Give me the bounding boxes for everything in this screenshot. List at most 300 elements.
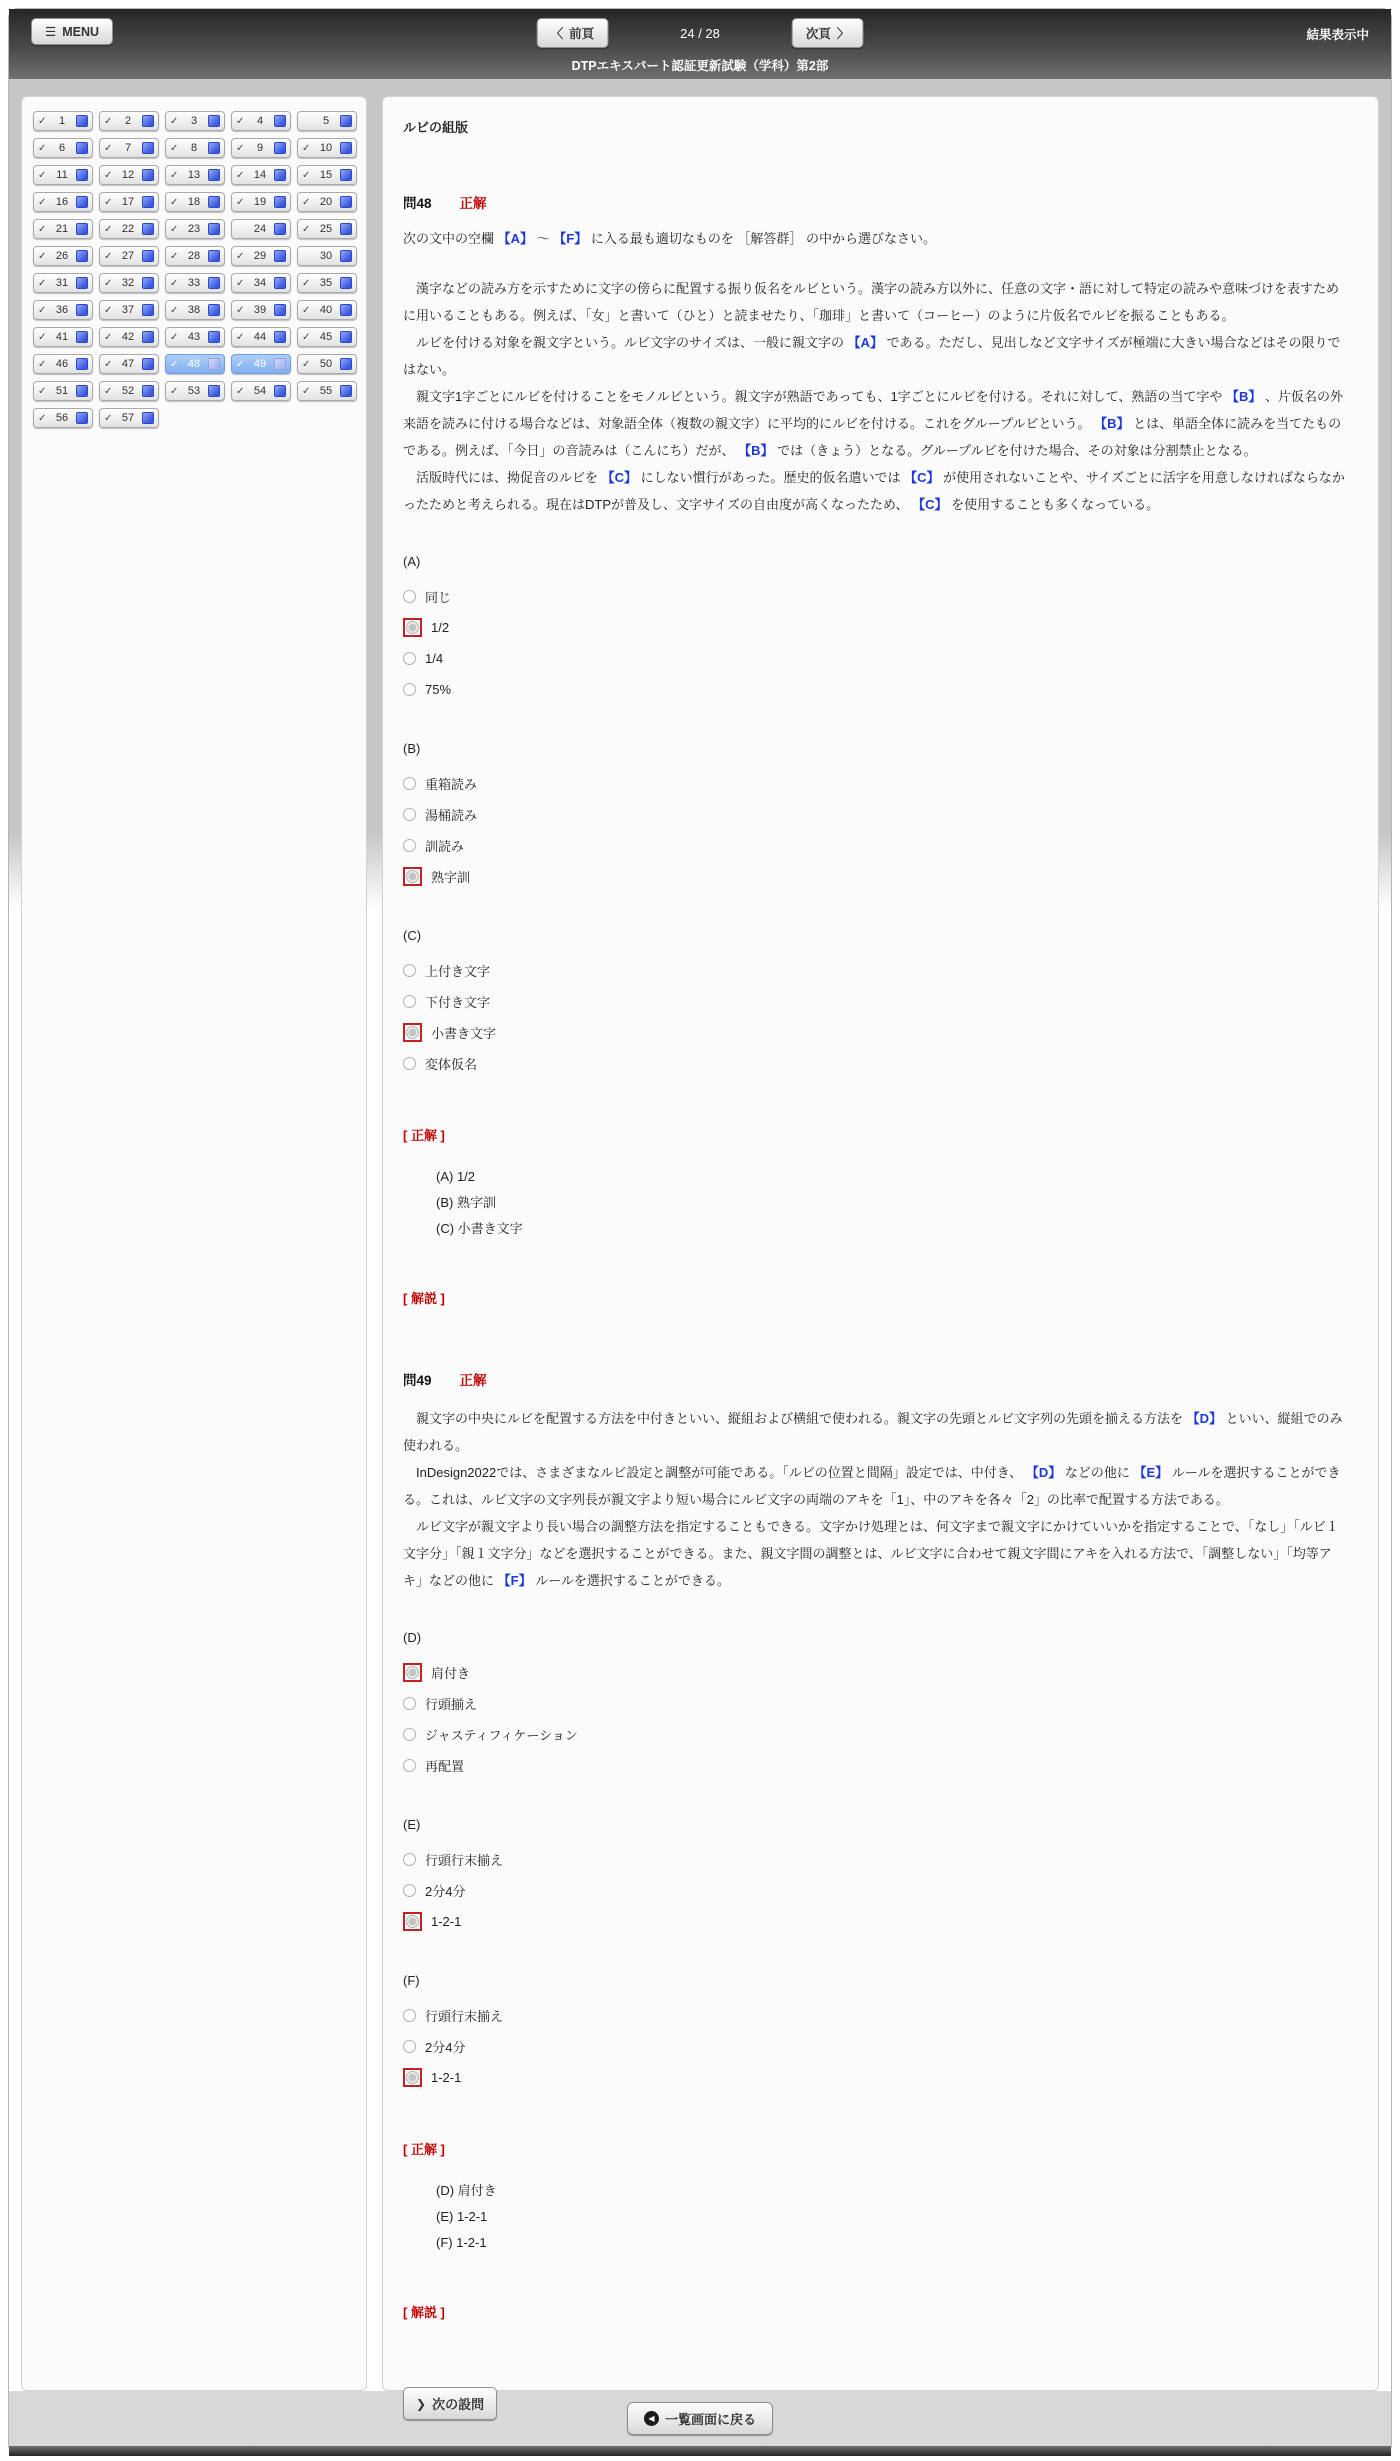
question-number-label: 36 bbox=[55, 304, 69, 316]
question-nav-button-2[interactable] bbox=[99, 111, 159, 131]
result-label: 正解 bbox=[459, 196, 487, 211]
question-number-label: 25 bbox=[319, 223, 333, 235]
question-nav-button-46[interactable] bbox=[33, 354, 93, 374]
question-nav-button-25[interactable] bbox=[297, 219, 357, 239]
radio-selected-icon[interactable] bbox=[406, 1026, 419, 1039]
answer-square-icon bbox=[142, 196, 154, 208]
radio-icon[interactable] bbox=[403, 652, 416, 665]
answer-option-label: 熟字訓 bbox=[431, 870, 471, 885]
question-paragraph: 活版時代には、拗促音のルビを 【C】 にしない慣行があった。歴史的仮名遣いでは 【C】 が使用されないことや、サイズごとに活字を用意しなければならなかったためと考えられる。現在はDTPが普及し、文字サイズの自由度が高くなったため、 【C】 を使用することも多くなっている。 bbox=[403, 470, 1345, 512]
question-nav-button-54[interactable] bbox=[231, 381, 291, 401]
answer-option-label: 湯桶読み bbox=[425, 808, 478, 823]
answer-square-icon bbox=[208, 169, 220, 181]
answer-square-icon bbox=[274, 115, 286, 127]
answer-square-icon bbox=[142, 277, 154, 289]
question-number-label: 52 bbox=[121, 385, 135, 397]
question-nav-button-42[interactable] bbox=[99, 327, 159, 347]
check-icon: ✓ bbox=[236, 304, 245, 316]
radio-icon[interactable] bbox=[403, 590, 416, 603]
answer-option[interactable] bbox=[403, 1048, 1350, 1079]
answer-option[interactable] bbox=[403, 581, 1350, 612]
question-number-label: 48 bbox=[187, 358, 201, 370]
answer-option-label: 下付き文字 bbox=[425, 995, 491, 1010]
question-nav-button-26[interactable] bbox=[33, 246, 93, 266]
answer-square-icon bbox=[142, 331, 154, 343]
answer-group-label: (F) bbox=[403, 1973, 420, 1988]
radio-icon[interactable] bbox=[403, 1057, 416, 1070]
question-nav-button-53[interactable] bbox=[165, 381, 225, 401]
answer-group-label: (A) bbox=[403, 554, 421, 569]
question-number-label: 15 bbox=[319, 169, 333, 181]
radio-selected-icon[interactable] bbox=[406, 1915, 419, 1928]
check-icon: ✓ bbox=[170, 142, 179, 154]
check-icon: ✓ bbox=[302, 277, 311, 289]
radio-icon[interactable] bbox=[403, 683, 416, 696]
answer-square-icon bbox=[76, 223, 88, 235]
answer-option[interactable] bbox=[403, 861, 1350, 892]
radio-icon[interactable] bbox=[403, 808, 416, 821]
answer-option-label: 小書き文字 bbox=[431, 1026, 497, 1041]
question-nav-button-5[interactable] bbox=[297, 111, 357, 131]
check-icon: ✓ bbox=[170, 385, 179, 397]
chevron-right-icon: 〉 bbox=[836, 27, 850, 41]
question-number-label: 53 bbox=[187, 385, 201, 397]
answer-option-label: 行頭行末揃え bbox=[425, 2009, 504, 2024]
question-number-label: 51 bbox=[55, 385, 69, 397]
blank-token: 【D】 bbox=[1025, 1465, 1062, 1480]
question-body bbox=[403, 1405, 1350, 1594]
answer-square-icon bbox=[340, 250, 352, 262]
answer-option-label: 1/2 bbox=[431, 620, 450, 635]
radio-selected-icon[interactable] bbox=[406, 1666, 419, 1679]
answer-square-icon bbox=[340, 196, 352, 208]
answer-square-icon bbox=[142, 358, 154, 370]
check-icon: ✓ bbox=[104, 358, 113, 370]
next-page-label: 次頁 bbox=[805, 27, 831, 41]
question-nav-button-9[interactable] bbox=[231, 138, 291, 158]
content-area bbox=[9, 79, 1391, 2412]
answer-option[interactable] bbox=[403, 1906, 1350, 1937]
prev-page-button[interactable] bbox=[537, 18, 609, 48]
question-nav-button-44[interactable] bbox=[231, 327, 291, 347]
question-nav-button-19[interactable] bbox=[231, 192, 291, 212]
answer-square-icon bbox=[274, 331, 286, 343]
question-nav-button-33[interactable] bbox=[165, 273, 225, 293]
explanation-heading: [ 解説 ] bbox=[403, 2305, 445, 2320]
question-number-label: 43 bbox=[187, 331, 201, 343]
result-label: 正解 bbox=[459, 1373, 487, 1388]
question-nav-button-17[interactable] bbox=[99, 192, 159, 212]
answer-option[interactable] bbox=[403, 1719, 1350, 1750]
radio-icon[interactable] bbox=[403, 1759, 416, 1772]
answer-option[interactable] bbox=[403, 1657, 1350, 1688]
answer-square-icon bbox=[208, 331, 220, 343]
correct-answer-marker bbox=[403, 867, 422, 886]
answer-option-label: 同じ bbox=[425, 590, 452, 605]
question-nav-button-31[interactable] bbox=[33, 273, 93, 293]
question-number-label: 1 bbox=[58, 115, 66, 127]
next-page-button[interactable] bbox=[792, 18, 864, 48]
question-paragraph: 親文字の中央にルビを配置する方法を中付きといい、縦組および横組で使われる。親文字の先頭とルビ文字列の先頭を揃える方法を 【D】 といい、縦組でのみ使われる。 bbox=[403, 1411, 1343, 1453]
answer-square-icon bbox=[76, 169, 88, 181]
hamburger-menu-icon: ☰ bbox=[45, 25, 57, 39]
check-icon: ✓ bbox=[104, 277, 113, 289]
check-icon: ✓ bbox=[236, 169, 245, 181]
answer-line: (A) 1/2 bbox=[436, 1169, 476, 1184]
question-nav-button-51[interactable] bbox=[33, 381, 93, 401]
answer-option[interactable] bbox=[403, 1750, 1350, 1781]
blank-token: 【B】 bbox=[738, 443, 774, 458]
answer-square-icon bbox=[76, 412, 88, 424]
questions bbox=[403, 192, 1350, 2460]
question-number-label: 6 bbox=[58, 142, 66, 154]
question-number-label: 13 bbox=[187, 169, 201, 181]
back-to-list-label: 一覧画面に戻る bbox=[664, 2412, 756, 2427]
question-body bbox=[403, 275, 1350, 518]
blank-token: 【E】 bbox=[1133, 1465, 1169, 1480]
question-number-label: 55 bbox=[319, 385, 333, 397]
question-nav-button-24[interactable] bbox=[231, 219, 291, 239]
question-nav-button-36[interactable] bbox=[33, 300, 93, 320]
answer-option[interactable] bbox=[403, 768, 1350, 799]
question-number-label: 46 bbox=[55, 358, 69, 370]
answer-option-label: 肩付き bbox=[431, 1666, 471, 1681]
question-number: 問49 bbox=[403, 1373, 432, 1388]
answer-option[interactable] bbox=[403, 2000, 1350, 2031]
check-icon: ✓ bbox=[38, 250, 47, 262]
check-icon: ✓ bbox=[302, 142, 311, 154]
top-bar-row bbox=[9, 9, 1391, 49]
answer-option-label: 上付き文字 bbox=[425, 964, 491, 979]
answer-option-label: 2分4分 bbox=[425, 2040, 466, 2055]
question-number-label: 47 bbox=[121, 358, 135, 370]
question-number-label: 41 bbox=[55, 331, 69, 343]
question-nav-button-13[interactable] bbox=[165, 165, 225, 185]
radio-selected-icon[interactable] bbox=[406, 2071, 419, 2084]
answer-option[interactable] bbox=[403, 1688, 1350, 1719]
check-icon: ✓ bbox=[38, 115, 47, 127]
answer-square-icon bbox=[142, 250, 154, 262]
check-icon: ✓ bbox=[38, 385, 47, 397]
radio-icon[interactable] bbox=[403, 995, 416, 1008]
answer-option[interactable] bbox=[403, 986, 1350, 1017]
answer-square-icon bbox=[340, 115, 352, 127]
question-nav-button-38[interactable] bbox=[165, 300, 225, 320]
answer-option-label: 1-2-1 bbox=[431, 2070, 462, 2085]
question-number-label: 44 bbox=[253, 331, 267, 343]
check-icon: ✓ bbox=[170, 169, 179, 181]
check-icon: ✓ bbox=[104, 223, 113, 235]
question-nav-button-29[interactable] bbox=[231, 246, 291, 266]
question-nav-button-3[interactable] bbox=[165, 111, 225, 131]
question-nav-button-52[interactable] bbox=[99, 381, 159, 401]
radio-selected-icon[interactable] bbox=[406, 621, 419, 634]
answer-square-icon bbox=[274, 358, 286, 370]
answer-option[interactable] bbox=[403, 612, 1350, 643]
question-number-label: 9 bbox=[256, 142, 264, 154]
top-bar bbox=[9, 9, 1391, 79]
question-nav-button-21[interactable] bbox=[33, 219, 93, 239]
question-nav-button-35[interactable] bbox=[297, 273, 357, 293]
radio-icon[interactable] bbox=[403, 2009, 416, 2022]
answer-square-icon bbox=[274, 304, 286, 316]
question-number-label: 4 bbox=[256, 115, 264, 127]
answer-square-icon bbox=[208, 358, 220, 370]
correct-answer-marker bbox=[403, 1023, 422, 1042]
question-number-label: 28 bbox=[187, 250, 201, 262]
question-nav-button-34[interactable] bbox=[231, 273, 291, 293]
answer-option[interactable] bbox=[403, 2062, 1350, 2093]
question-nav-button-20[interactable] bbox=[297, 192, 357, 212]
question-nav-button-12[interactable] bbox=[99, 165, 159, 185]
answer-square-icon bbox=[76, 331, 88, 343]
blank-token: 【B】 bbox=[1226, 389, 1262, 404]
answer-option-label: 訓読み bbox=[425, 839, 465, 854]
check-icon: ✓ bbox=[38, 169, 47, 181]
answer-square-icon bbox=[208, 250, 220, 262]
question-nav-grid bbox=[33, 111, 355, 428]
question-nav-button-7[interactable] bbox=[99, 138, 159, 158]
radio-icon[interactable] bbox=[403, 1697, 416, 1710]
answer-square-icon bbox=[208, 385, 220, 397]
question-number-label: 26 bbox=[55, 250, 69, 262]
chevron-left-icon: 〈 bbox=[550, 27, 564, 41]
check-icon: ✓ bbox=[104, 142, 113, 154]
question-nav-button-15[interactable] bbox=[297, 165, 357, 185]
check-icon: ✓ bbox=[302, 223, 311, 235]
radio-icon[interactable] bbox=[403, 1728, 416, 1741]
check-icon: ✓ bbox=[170, 331, 179, 343]
question-nav-button-11[interactable] bbox=[33, 165, 93, 185]
check-icon: ✓ bbox=[236, 385, 245, 397]
question-number-label: 8 bbox=[190, 142, 198, 154]
question-nav-button-22[interactable] bbox=[99, 219, 159, 239]
question-nav-button-30[interactable] bbox=[297, 246, 357, 266]
question-number-label: 14 bbox=[253, 169, 267, 181]
question-nav-button-14[interactable] bbox=[231, 165, 291, 185]
check-icon: ✓ bbox=[170, 304, 179, 316]
question-header bbox=[403, 192, 1350, 212]
answer-option-label: 変体仮名 bbox=[425, 1057, 478, 1072]
blank-token: 【B】 bbox=[1094, 416, 1130, 431]
question-nav-button-18[interactable] bbox=[165, 192, 225, 212]
answer-option[interactable] bbox=[403, 674, 1350, 705]
radio-icon[interactable] bbox=[403, 1853, 416, 1866]
answer-option[interactable] bbox=[403, 643, 1350, 674]
answer-square-icon bbox=[274, 250, 286, 262]
answer-group-label: (C) bbox=[403, 928, 422, 943]
answer-square-icon bbox=[142, 223, 154, 235]
check-icon: ✓ bbox=[302, 385, 311, 397]
check-icon: ✓ bbox=[170, 223, 179, 235]
check-icon: ✓ bbox=[104, 250, 113, 262]
question-number-label: 56 bbox=[55, 412, 69, 424]
check-icon: ✓ bbox=[38, 358, 47, 370]
question-問49 bbox=[403, 1369, 1350, 2460]
check-icon: ✓ bbox=[38, 304, 47, 316]
answer-line: (F) 1-2-1 bbox=[436, 2235, 487, 2250]
question-nav-button-28[interactable] bbox=[165, 246, 225, 266]
radio-icon[interactable] bbox=[403, 839, 416, 852]
question-paragraph: 漢字などの読み方を示すために文字の傍らに配置する振り仮名をルビという。漢字の読み方以外に、任意の文字・語に対して特定の読みや意味づけを表すために用いることもある。例えば、「女」と書いて（ひと）と読ませたり、「珈琲」と書いて（コーヒー）のように片仮名でルビを振ることもある。 bbox=[403, 281, 1340, 323]
question-nav-button-39[interactable] bbox=[231, 300, 291, 320]
question-paragraph: 親文字1字ごとにルビを付けることをモノルビという。親文字が熟語であっても、1字ごとにルビを付ける。それに対して、熟語の当て字や 【B】 、片仮名の外来語を読みに付ける場合などは、対象語全体（複数の親文字）に平均的にルビを付ける。これをグループルビという。 【B】 とは、単語全体に読みを当てたものである。例えば、「今日」の音読みは（こんにち）だが、 【B】 では（きょう）となる。グループルビを付けた場合、その対象は分割禁止となる。 bbox=[403, 389, 1344, 458]
question-nav-button-57[interactable] bbox=[99, 408, 159, 428]
answer-square-icon bbox=[208, 223, 220, 235]
check-icon: ✓ bbox=[302, 169, 311, 181]
question-nav-button-4[interactable] bbox=[231, 111, 291, 131]
question-nav-button-1[interactable] bbox=[33, 111, 93, 131]
question-number-label: 34 bbox=[253, 277, 267, 289]
question-number-label: 3 bbox=[190, 115, 198, 127]
correct-answers bbox=[403, 2178, 1350, 2256]
answer-line: (B) 熟字訓 bbox=[436, 1195, 496, 1210]
question-nav-button-43[interactable] bbox=[165, 327, 225, 347]
question-nav-button-37[interactable] bbox=[99, 300, 159, 320]
question-nav-button-56[interactable] bbox=[33, 408, 93, 428]
question-number-label: 18 bbox=[187, 196, 201, 208]
question-number-label: 40 bbox=[319, 304, 333, 316]
answer-option[interactable] bbox=[403, 1017, 1350, 1048]
answer-square-icon bbox=[274, 196, 286, 208]
question-nav-button-50[interactable] bbox=[297, 354, 357, 374]
question-header bbox=[403, 1369, 1350, 1389]
correct-answer-marker bbox=[403, 1663, 422, 1682]
answer-square-icon bbox=[340, 358, 352, 370]
answer-option-label: 2分4分 bbox=[425, 1884, 466, 1899]
question-nav-button-6[interactable] bbox=[33, 138, 93, 158]
answer-option-label: 行頭行末揃え bbox=[425, 1853, 504, 1868]
answer-square-icon bbox=[208, 196, 220, 208]
check-icon: ✓ bbox=[236, 250, 245, 262]
next-question-button[interactable] bbox=[403, 2387, 497, 2420]
question-nav-button-55[interactable] bbox=[297, 381, 357, 401]
question-nav-button-16[interactable] bbox=[33, 192, 93, 212]
answer-square-icon bbox=[142, 115, 154, 127]
question-number-label: 7 bbox=[124, 142, 132, 154]
question-number-label: 54 bbox=[253, 385, 267, 397]
question-number-label: 27 bbox=[121, 250, 135, 262]
answer-option-label: 行頭揃え bbox=[425, 1697, 478, 1712]
answer-option[interactable] bbox=[403, 1875, 1350, 1906]
back-circle-arrow-icon: ◀ bbox=[644, 2411, 659, 2426]
question-問48 bbox=[403, 192, 1350, 1307]
answer-square-icon bbox=[76, 142, 88, 154]
back-to-list-button[interactable] bbox=[627, 2402, 773, 2435]
answer-square-icon bbox=[274, 277, 286, 289]
answer-option[interactable] bbox=[403, 2031, 1350, 2062]
answer-square-icon bbox=[340, 304, 352, 316]
check-icon: ✓ bbox=[38, 412, 47, 424]
question-nav-button-47[interactable] bbox=[99, 354, 159, 374]
question-nav-button-27[interactable] bbox=[99, 246, 159, 266]
radio-selected-icon[interactable] bbox=[406, 870, 419, 883]
answer-square-icon bbox=[142, 169, 154, 181]
correct-answer-marker bbox=[403, 618, 422, 637]
next-question-label: 次の設問 bbox=[432, 2397, 485, 2412]
radio-icon[interactable] bbox=[403, 2040, 416, 2053]
question-number-label: 29 bbox=[253, 250, 267, 262]
blank-token: 【D】 bbox=[1186, 1411, 1223, 1426]
correct-answer-heading: [ 正解 ] bbox=[403, 1128, 445, 1143]
blank-token: 【C】 bbox=[601, 470, 638, 485]
question-number-label: 37 bbox=[121, 304, 135, 316]
check-icon: ✓ bbox=[38, 277, 47, 289]
question-number: 問48 bbox=[403, 196, 432, 211]
question-nav-button-8[interactable] bbox=[165, 138, 225, 158]
answer-square-icon bbox=[208, 304, 220, 316]
menu-label: MENU bbox=[62, 24, 100, 39]
check-icon: ✓ bbox=[170, 250, 179, 262]
topic-title: ルビの組版 bbox=[403, 120, 469, 135]
question-paragraph: ルビを付ける対象を親文字という。ルビ文字のサイズは、一般に親文字の 【A】 である。ただし、見出しなど文字サイズが極端に大きい場合などはその限りではない。 bbox=[403, 335, 1341, 377]
question-number-label: 5 bbox=[322, 115, 330, 127]
check-icon: ✓ bbox=[170, 358, 179, 370]
question-number-label: 20 bbox=[319, 196, 333, 208]
check-icon: ✓ bbox=[38, 142, 47, 154]
answer-line: (C) 小書き文字 bbox=[436, 1221, 523, 1236]
question-number-label: 30 bbox=[319, 250, 333, 262]
radio-icon[interactable] bbox=[403, 1884, 416, 1897]
question-number-label: 24 bbox=[253, 223, 267, 235]
question-nav-button-48[interactable] bbox=[165, 354, 225, 374]
check-icon: ✓ bbox=[302, 358, 311, 370]
question-nav-button-45[interactable] bbox=[297, 327, 357, 347]
pager bbox=[537, 18, 864, 48]
answer-square-icon bbox=[142, 142, 154, 154]
blank-token: 【F】 bbox=[497, 1573, 532, 1588]
check-icon: ✓ bbox=[38, 223, 47, 235]
question-nav-button-40[interactable] bbox=[297, 300, 357, 320]
correct-answer-marker bbox=[403, 1912, 422, 1931]
check-icon: ✓ bbox=[302, 304, 311, 316]
answer-line: (D) 肩付き bbox=[436, 2183, 497, 2198]
answer-option[interactable] bbox=[403, 830, 1350, 861]
question-number-label: 57 bbox=[121, 412, 135, 424]
answer-option[interactable] bbox=[403, 799, 1350, 830]
answer-square-icon bbox=[274, 169, 286, 181]
question-number-label: 11 bbox=[56, 169, 68, 181]
check-icon: ✓ bbox=[104, 115, 113, 127]
answer-option-label: 再配置 bbox=[425, 1759, 465, 1774]
check-icon: ✓ bbox=[104, 385, 113, 397]
menu-button[interactable] bbox=[31, 18, 113, 45]
answer-option[interactable] bbox=[403, 1844, 1350, 1875]
question-nav-button-32[interactable] bbox=[99, 273, 159, 293]
answer-square-icon bbox=[340, 142, 352, 154]
prev-page-label: 前頁 bbox=[569, 27, 595, 41]
question-number-label: 21 bbox=[55, 223, 69, 235]
radio-icon[interactable] bbox=[403, 777, 416, 790]
answer-square-icon bbox=[142, 412, 154, 424]
check-icon: ✓ bbox=[104, 169, 113, 181]
check-icon: ✓ bbox=[38, 196, 47, 208]
answer-square-icon bbox=[76, 250, 88, 262]
answer-option[interactable] bbox=[403, 955, 1350, 986]
question-nav-button-23[interactable] bbox=[165, 219, 225, 239]
correct-answer-heading: [ 正解 ] bbox=[403, 2142, 445, 2157]
question-number-label: 42 bbox=[121, 331, 135, 343]
question-nav-button-49[interactable] bbox=[231, 354, 291, 374]
page-indicator: 24 / 28 bbox=[680, 25, 720, 41]
correct-answer-marker bbox=[403, 2068, 422, 2087]
check-icon: ✓ bbox=[104, 412, 113, 424]
radio-icon[interactable] bbox=[403, 964, 416, 977]
answer-square-icon bbox=[142, 385, 154, 397]
question-nav-button-10[interactable] bbox=[297, 138, 357, 158]
check-icon: ✓ bbox=[236, 115, 245, 127]
question-nav-button-41[interactable] bbox=[33, 327, 93, 347]
